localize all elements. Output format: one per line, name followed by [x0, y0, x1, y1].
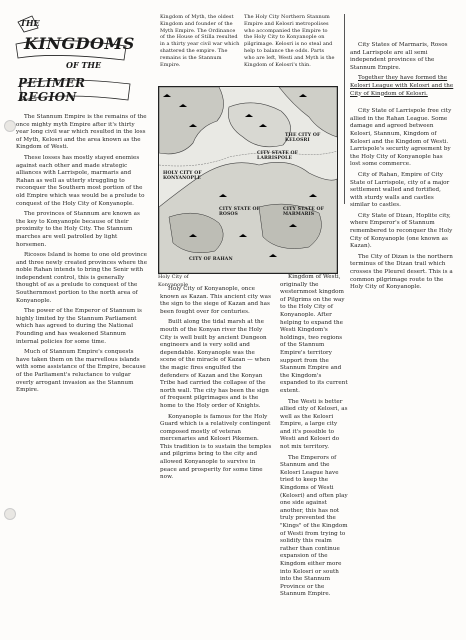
column-kingdom-westi [280, 274, 348, 602]
region-map [158, 86, 338, 274]
map-label: HOLY CITY OF KONYANOPLE [163, 171, 202, 181]
page-title [14, 12, 135, 108]
column-holy-city [160, 286, 272, 485]
map-label: CITY STATE OF LARRISPOLE [257, 151, 298, 161]
paragraph: City of Rahan, Empire of City State of Larrispole, city of a major settlement walled and fortified, with sturdy walls and castles similar to castles. [350, 171, 450, 209]
paragraph: The Emperors of Stannum and the Kelosri League have tried to keep the Kingdoms of Westi (Kelosri) and often play one side against another, this has not truly prevented the "Kings" of the Kingdom of Westi from trying to solidify this realm rather than continue expansion of the Kingdom either more into Kelosri or south into the Stannum Province or the Stannum Empire. [280, 454, 348, 598]
title-word-of-the: OF THE [66, 60, 102, 70]
title-word-kingdoms: KINGDOMS [24, 34, 135, 53]
paragraph: Kingdom of Westi, originally the westernmost kingdom of Pilgrims on the way to the Holy City of Konyanople. After helping to expand the Westi Kingdom's holdings, two regions of the Stannum Empire's territory support from the Stannum Empire and the Kingdom's expanded to its current extent. [280, 274, 348, 394]
northern-empire-note [244, 14, 336, 68]
map-caption: Holy City of Konyanople [158, 274, 189, 288]
kingdom-of-myth-note [160, 14, 240, 68]
column-stannum-empire [16, 114, 148, 398]
city-states-column [350, 42, 454, 295]
title-word-region: PELIMER REGION [18, 76, 86, 104]
map-label: CITY OF RAHAN [189, 257, 233, 262]
paragraph: Holy City of Konyanople, once known as Kazan. This ancient city was the sign to the siege of Kazan and has been fought over for centuries. [160, 286, 271, 315]
paragraph: Konyanople is famous for the Holy Guard which is a relatively contingent composed mostly of veteran mercenaries and Kelosri Pikemen. This tradition is to sustain the temples and pilgrims bring to the city and allowed Konyanople to survive in peace and prosperity for some time now. [160, 413, 272, 481]
title-word-the: THE [20, 18, 40, 28]
paragraph: The Stannum Empire is the remains of the once mighty myth Empire after it's thirty year long civil war which resulted in the loss of Myth, Kelosri and the area known as the Kingdom of Westi. [16, 114, 147, 151]
paragraph: The Holy City Northern Stannum Empire and Kelosri metropolises who accompanied the Empire to the Holy City to Konyanople on pilgrimage. Kelosri is no steal and help to balance the odds. Parts who are left, Westi and Myth is the Kingdom of Kelosri's thin. [244, 14, 335, 68]
paragraph: City State of Dizan, Hoplite city, where Emperor's of Stannum remembered to reconquer the Holy City of Konyanople (one known as Kazan). [350, 212, 453, 250]
paragraph: The provinces of Stannum are known as the key to Konyanople because of their proximity to the Holy City. The Stannum marches are well patrolled by light horsemen. [16, 211, 140, 248]
map-label: CITY STATE OF MARMARIS [283, 207, 324, 217]
punch-hole [4, 120, 16, 132]
column-divider [344, 14, 345, 204]
paragraph: City States of Marmaris, Rosos and Larrispole are all semi independent provinces of the Stannum Empire. [350, 42, 448, 71]
punch-hole [4, 508, 16, 520]
paragraph: The power of the Emperor of Stannum is highly limited by the Stannum Parliament which has agreed to during the National Founding and has weakened Stannum internal policies for some time. [16, 308, 142, 345]
map-label: THE CITY OF KELOSRI [285, 133, 321, 143]
paragraph: Kingdom of Myth, the oldest Kingdom and founder of the Myth Empire. The Ordinance of the House of Stilla resulted in a thirty year civil war which shattered the empire. The remains is the Stannum Empire. [160, 14, 240, 68]
paragraph: Much of Stannum Empire's conquests have taken them on the marvellous islands with some assistance of the Empire, because of the Parliament's reluctance to vulgar overly arrogant invasion as the Stannum Empire. [16, 349, 146, 394]
paragraph: The City of Dizan is the northern terminus of the Dizan trail which crosses the Pleurel desert. This is a common pilgrimage route to the Holy City of Konyanople. [350, 253, 453, 291]
paragraph: These losses has mostly stayed enemies against each other and made strategic alliances with Larrispole, marmaris and Rahan as well as utterly struggling to reconquer the Southern most portion of the old Empire which was would be a prelude to conquest of the Holy City of Konyanople. [16, 154, 145, 207]
map-label: CITY STATE OF ROSOS [219, 207, 260, 217]
paragraph: The Westi is better allied city of Kelosri, as well as the Kelosri Empire, a large city and it's possible to Westi and Kelosri do not mix territory. [280, 398, 348, 451]
paragraph: Ricosos Island is home to one old province and three newly created provinces where the noble Rahan intends to bring the Senir with independent control, this is generally thought of as a prelude to conquest of the Southernmost portion to the north area of Konyanople. [16, 252, 148, 304]
paragraph: Together they have formed the Kelosri League with Kelosri and the City of Kingdom of Kelosri. [350, 75, 454, 97]
paragraph: Built along the tidal marsh at the mouth of the Konyan river the Holy City is well built by ancient Dungeon engineers and is very solid and dependable. Konyanople was the scene of the miracle of Kazan — when the magic fires engulfed the defenders of Kazan and the Konyan Tribe had carried the collapse of the north wall. The city has been the sign of frequent pilgrimages and is the home to the Holy order of Knights. [160, 319, 271, 409]
paragraph: City State of Larrispole free city allied in the Rahan League. Some damage and agreed between Kelosri, Stannum, Kingdom of Kelosri and the Kingdom of Westi. Larrispole's security agreement by the Holy City of Konyanople has lost some commerce. [350, 108, 452, 168]
